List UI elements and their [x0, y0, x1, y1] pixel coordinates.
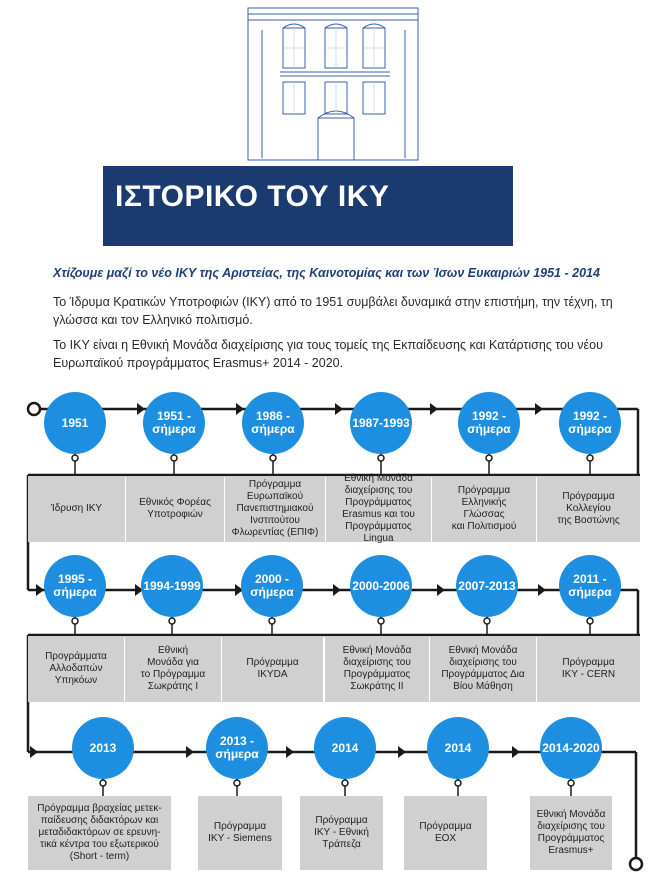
timeline-date-circle: 2014	[427, 717, 489, 779]
arrow-icon	[286, 746, 294, 758]
arrow-icon	[186, 746, 194, 758]
timeline-event-box: Εθνική Μονάδα διαχείρισης του Προγράμματος Σωκράτης ΙΙ	[325, 636, 429, 702]
timeline-connector-dot	[587, 455, 593, 461]
timeline-start-marker	[28, 403, 40, 415]
timeline-connector-dot	[234, 780, 240, 786]
timeline-date-circle: 1951 - σήμερα	[143, 392, 205, 454]
timeline-connector-dot	[378, 455, 384, 461]
arrow-icon	[430, 403, 438, 415]
arrow-icon	[333, 584, 341, 596]
timeline-connector-dot	[484, 618, 490, 624]
intro-paragraph-2: Το ΙΚΥ είναι η Εθνική Μονάδα διαχείρισης για τους τομείς της Εκπαίδευσης και Κατάρτισης του νέου Ευρωπαϊκού προγράμματος Erasmus+ 2014 - 2020.	[53, 338, 603, 370]
arrow-icon	[335, 403, 343, 415]
timeline-event-box: Εθνικός Φορέας Υποτροφιών	[126, 476, 224, 542]
timeline-date-circle: 2000 - σήμερα	[241, 555, 303, 617]
timeline-event-box: Εθνική Μονάδα διαχείρισης του Προγράμματος Erasmus και του Προγράμματος Lingua	[326, 476, 431, 542]
timeline-date-circle: 2014-2020	[540, 717, 602, 779]
timeline-event-box: Πρόγραμμα Κολλεγίου της Βοστώνης	[537, 476, 640, 542]
timeline-connector-dot	[342, 780, 348, 786]
timeline-date-circle: 2013	[72, 717, 134, 779]
timeline-event-box: Ίδρυση ΙΚΥ	[28, 476, 125, 542]
timeline-event-box: Εθνική Μονάδα για το Πρόγραμμα Σωκράτης Ι	[125, 636, 221, 702]
timeline-event-box: Πρόγραμμα βραχείας μετεκ- παίδευσης διδακτόρων και μεταδιδακτόρων σε ερευνη- τικά κέντρα του εξωτερικού (Short - term)	[28, 796, 171, 870]
timeline-date-circle: 1994-1999	[141, 555, 203, 617]
arrow-icon	[512, 746, 520, 758]
timeline-date-circle: 2000-2006	[350, 555, 412, 617]
timeline-event-box: Πρόγραμμα ΙΚΥ - Εθνική Τράπεζα	[300, 796, 383, 870]
intro-paragraph-1: Το Ίδρυμα Κρατικών Υποτροφιών (ΙΚΥ) από το 1951 συμβάλει δυναμικά στην επιστήμη, την τέχνη, τη γλώσσα και τον Ελληνικό πολιτισμό.	[53, 295, 613, 327]
timeline-connector-dot	[270, 455, 276, 461]
arrow-icon	[437, 584, 445, 596]
timeline-event-box: Πρόγραμμα Ελληνικής Γλώσσας και Πολιτισμού	[432, 476, 536, 542]
timeline-date-circle: 1992 - σήμερα	[559, 392, 621, 454]
timeline-end-marker	[630, 858, 642, 870]
subtitle: Χτίζουμε μαζί το νέο ΙΚΥ της Αριστείας, της Καινοτομίας και των Ίσων Ευκαιριών 1951 - 2014	[53, 266, 600, 280]
arrow-icon	[538, 584, 546, 596]
timeline-date-circle: 1951	[44, 392, 106, 454]
timeline-connector-dot	[72, 618, 78, 624]
timeline-connector-dot	[455, 780, 461, 786]
timeline-date-circle: 2014	[314, 717, 376, 779]
timeline-connector-dot	[72, 455, 78, 461]
timeline-connector-dot	[568, 780, 574, 786]
timeline-connector-dot	[378, 618, 384, 624]
timeline-date-circle: 2011 - σήμερα	[559, 555, 621, 617]
timeline-event-box: Εθνική Μονάδα διαχείρισης του Προγράμματος Erasmus+	[530, 796, 612, 870]
timeline-connector-dot	[100, 780, 106, 786]
timeline-connector-dot	[171, 455, 177, 461]
timeline-event-box: Πρόγραμμα ΙΚΥ - CERN	[537, 636, 640, 702]
timeline-event-box: Πρόγραμμα ΙΚΥ - Siemens	[198, 796, 282, 870]
timeline-event-box: Προγράμματα Αλλοδαπών Υπηκόων	[28, 636, 124, 702]
timeline-connector-dot	[269, 618, 275, 624]
timeline-date-circle: 1986 - σήμερα	[242, 392, 304, 454]
page-title: ΙΣΤΟΡΙΚΟ ΤΟΥ ΙΚΥ	[115, 180, 390, 213]
arrow-icon	[30, 746, 38, 758]
arrow-icon	[535, 403, 543, 415]
timeline-date-circle: 2013 - σήμερα	[206, 717, 268, 779]
timeline-date-circle: 1995 - σήμερα	[44, 555, 106, 617]
timeline-connector-dot	[587, 618, 593, 624]
timeline-event-box: Πρόγραμμα ΕΟΧ	[404, 796, 487, 870]
timeline-connector-dot	[486, 455, 492, 461]
timeline-date-circle: 1992 - σήμερα	[458, 392, 520, 454]
arrow-icon	[398, 746, 406, 758]
timeline-date-circle: 1987-1993	[350, 392, 412, 454]
timeline-date-circle: 2007-2013	[456, 555, 518, 617]
timeline-event-box: Εθνική Μονάδα διαχείρισης του Προγράμματος Δια Βίου Μάθηση	[430, 636, 536, 702]
timeline-event-box: Πρόγραμμα IKYDA	[222, 636, 323, 702]
timeline-event-box: Πρόγραμμα Ευρωπαϊκού Πανεπιστημιακού Ινστιτούτου Φλωρεντίας (ΕΠΙΦ)	[225, 476, 325, 542]
timeline-connector-dot	[169, 618, 175, 624]
arrow-icon	[36, 584, 44, 596]
